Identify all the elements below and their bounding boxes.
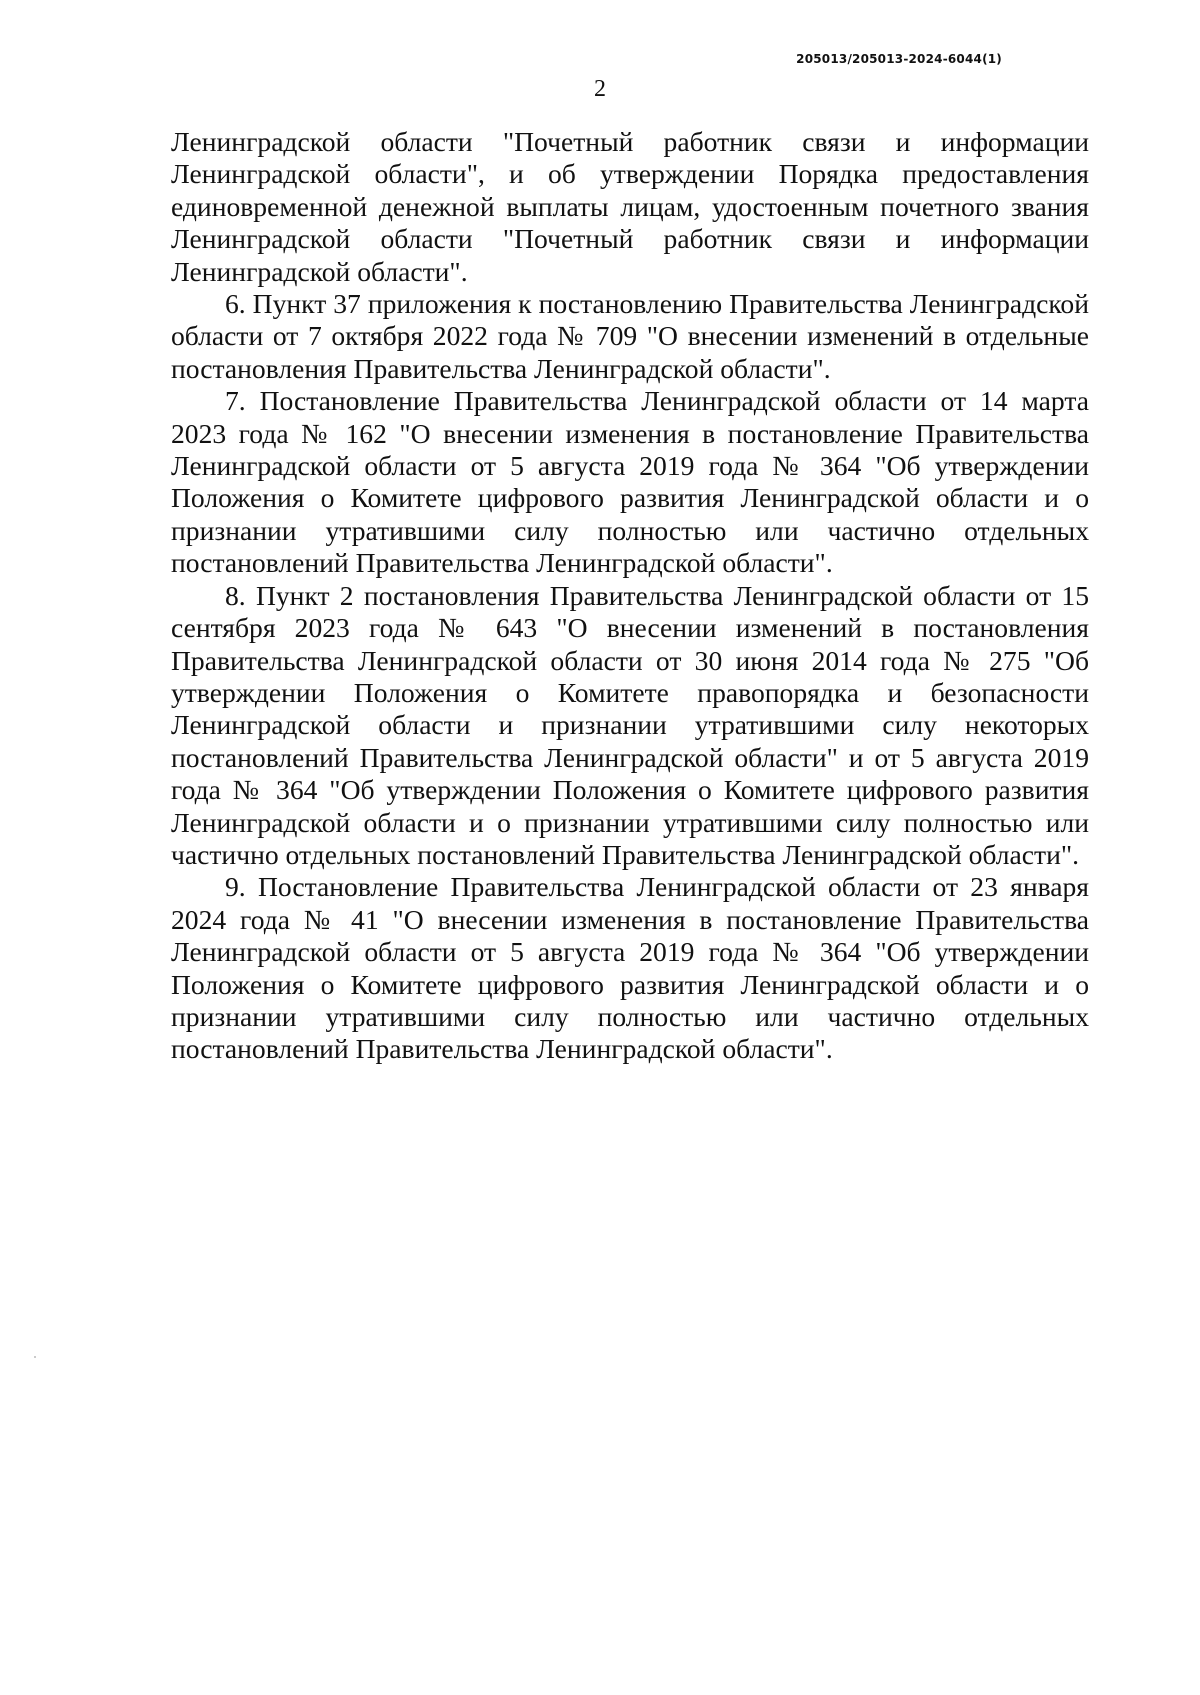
page-number: 2 [594, 76, 606, 102]
paragraph-item-6: 6. Пункт 37 приложения к постановлению Правительства Ленинградской области от 7 октября 2022 года № 709 "О внесении изменений в отдельные постановления Правительства Ленинградской области". [171, 288, 1089, 384]
paragraph-item-8: 8. Пункт 2 постановления Правительства Ленинградской области от 15 сентября 2023 года № 643 "О внесении изменений в постановления Правительства Ленинградской области от 30 июня 2014 года № 275 "Об утверждении Положения о Комитете правопорядка и безопасности Ленинградской области и признании утратившими силу некоторых постановлений Правительства Ленинградской области" и от 5 августа 2019 года № 364 "Об утверждении Положения о Комитете цифрового развития Ленинградской области и о признании утратившими силу полностью или частично отдельных постановлений Правительства Ленинградской области". [171, 579, 1089, 870]
paragraph-item-9: 9. Постановление Правительства Ленинградской области от 23 января 2024 года № 41 "О внесении изменения в постановление Правительства Ленинградской области от 5 августа 2019 года № 364 "Об утверждении Положения о Комитете цифрового развития Ленинградской области и о признании утратившими силу полностью или частично отдельных постановлений Правительства Ленинградской области". [171, 871, 1089, 1065]
document-id: 205013/205013-2024-6044(1) [796, 52, 1002, 66]
scan-speck [34, 1356, 36, 1358]
paragraph-item-7: 7. Постановление Правительства Ленинградской области от 14 марта 2023 года № 162 "О внесении изменения в постановление Правительства Ленинградской области от 5 августа 2019 года № 364 "Об утверждении Положения о Комитете цифрового развития Ленинградской области и о признании утратившими силу полностью или частично отдельных постановлений Правительства Ленинградской области". [171, 385, 1089, 579]
paragraph-continuation: Ленинградской области "Почетный работник связи и информации Ленинградской области", и об утверждении Порядка предоставления единовременной денежной выплаты лицам, удостоенным почетного звания Ленинградской области "Почетный работник связи и информации Ленинградской области". [171, 126, 1089, 287]
document-body [171, 126, 1089, 1066]
